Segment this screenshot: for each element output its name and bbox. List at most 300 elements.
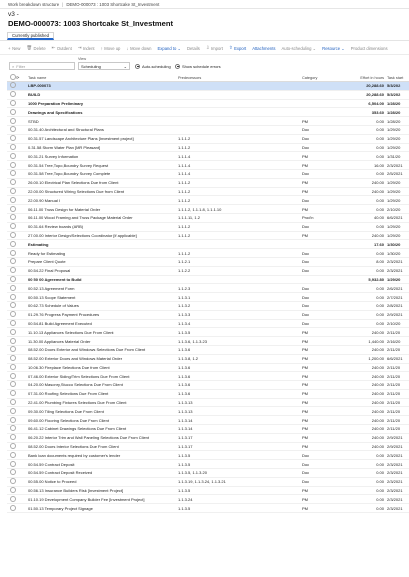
row-checkbox[interactable] [7,118,16,125]
cell-task-name: 06.20.22 Interior Trim and Wall Paneling Selections Due From Client [28,435,150,441]
cell-predecessors: 1.1.1.2 [178,180,191,186]
action-label: New [12,45,21,51]
action-7-button[interactable] [187,46,200,51]
cell-predecessors: 1.1.3.6 [178,373,191,379]
cell-predecessors: 1.1.1.4 [178,171,191,177]
cell-predecessors: 1.1.3.19, 1.1.3.24, 1.1.3.21 [178,479,226,485]
cell-task-start: 2/11/20 [387,426,401,432]
table-row[interactable] [7,117,409,126]
cell-task-name: 11.10.13 Appliances Selections Due From Client [28,329,114,335]
cell-effort: 240.00 [371,329,384,335]
table-row[interactable] [7,495,409,504]
cell-category: PM [302,435,308,441]
cell-effort: 0.00 [376,171,384,177]
row-checkbox[interactable] [7,443,16,450]
trash-icon: 🗑 [26,45,33,50]
refresh-icon[interactable]: ⟳ [16,76,20,80]
cell-predecessors: 1.1.1.2 [178,224,191,230]
table-row[interactable] [7,284,409,293]
row-checkbox[interactable] [7,346,16,353]
row-checkbox[interactable] [7,302,16,309]
table-row[interactable] [7,293,409,302]
cell-category: PM [302,488,308,494]
cell-task-start: 1/29/20 [387,127,401,133]
cell-predecessors: 1.1.3.13 [178,408,193,414]
cell-category: PM [302,444,308,450]
cell-predecessors: 1.1.3.6 [178,364,191,370]
cell-task-start: 2/11/20 [387,382,401,388]
row-checkbox[interactable] [7,338,16,345]
cell-predecessors: 1.1.3.5, 1.1.3.20 [178,470,207,476]
action-10-button[interactable] [252,46,275,51]
table-row[interactable] [7,135,409,144]
cell-predecessors: 1.1.3.14 [178,426,193,432]
table-row[interactable] [7,196,409,205]
table-row[interactable] [7,249,409,258]
cell-category: PM [302,417,308,423]
cell-predecessors: 1.1.2.3 [178,285,191,291]
cell-predecessors: 1.1.3.6 [178,347,191,353]
cell-category: Doc [302,294,310,300]
table-row[interactable] [7,240,409,249]
table-row[interactable] [7,399,409,408]
action-divider [0,54,409,55]
breadcrumb-section[interactable]: Work breakdown structure [8,1,60,7]
cell-task-name: 00.62.73 Schedule of Values [28,303,79,309]
cell-predecessors: 1.1.1.2 [178,197,191,203]
cell-category: Doc [302,224,310,230]
row-checkbox[interactable] [7,232,16,239]
cell-predecessors: 1.1.1.2 [178,144,191,150]
cell-effort: 0.00 [376,153,384,159]
cell-predecessors: 1.1.3.6, 1.1.3.23 [178,338,207,344]
cell-task-name: 00.50.13 Scope Statement [28,294,76,300]
cell-effort: 0.00 [376,197,384,203]
row-checkbox[interactable] [7,162,16,169]
breadcrumb [0,0,409,9]
cell-effort: 0.00 [376,496,384,502]
row-checkbox[interactable] [7,355,16,362]
cell-task-start: 2/9/2021 [387,435,403,441]
cell-task-start: 2/5/2021 [387,171,403,177]
cell-task-start: 2/11/20 [387,400,401,406]
cell-predecessors: 1.1.1.4 [178,153,191,159]
cell-task-name: BUILD [28,92,41,98]
row-checkbox[interactable] [7,417,16,424]
cell-task-name: 22.00.00 Structured Wiring Selections Due from Client [28,188,125,194]
cell-task-name: 22.41.00 Plumbing Fixtures Selections Due From Client [28,400,127,406]
action-label: Outdent [56,45,72,51]
cell-task-name: 27.00.00 Interior Design/Selections Coordinator [if applicable] [28,232,137,238]
row-checkbox[interactable] [7,390,16,397]
row-checkbox[interactable] [7,329,16,336]
outdent-icon: ⇤ [51,45,56,50]
cell-task-start: 1/28/20 [387,118,401,124]
cell-task-name: 00 50 00 Agreement to Build [28,276,82,282]
cell-task-name: Ready for Estimating [28,250,66,256]
filter-placeholder: Filter [16,63,26,69]
row-checkbox[interactable] [7,100,16,107]
table-row[interactable] [7,364,409,373]
cell-task-name: 07.46.00 Exterior Siding/Trim Selections Due From Client [28,373,130,379]
cell-effort: 0.00 [376,505,384,511]
cell-task-start: 2/3/2021 [387,452,403,458]
row-checkbox[interactable] [7,364,16,371]
action-0-button[interactable] [8,46,20,51]
cell-predecessors: 1.1.1.2, 1.1.1.8, 1.1.1.10 [178,206,222,212]
cell-category: Doc [302,127,310,133]
row-checkbox[interactable] [7,276,16,283]
row-checkbox[interactable] [7,452,16,459]
cell-effort: 16.00 [373,162,384,168]
table-row[interactable] [7,390,409,399]
cell-task-name: LBP-000073 [28,83,51,89]
cell-predecessors: 1.1.3.5 [178,505,191,511]
cell-predecessors: 1.1.3.17 [178,435,193,441]
task-grid [7,74,409,513]
action-3-button[interactable] [78,45,95,51]
cell-predecessors: 1.1.3.24 [178,496,193,502]
action-12-button[interactable] [322,46,345,51]
row-checkbox[interactable] [7,153,16,160]
cell-predecessors: 1.1.3.17 [178,444,193,450]
table-row[interactable] [7,372,409,381]
cell-task-start: 1/29/20 [387,276,401,282]
cell-category: PM [302,382,308,388]
cell-effort: 40.00 [373,215,384,221]
row-checkbox[interactable] [7,434,16,441]
cell-task-start: 1/29/20 [387,232,401,238]
action-label: Attachments [252,45,276,51]
cell-task-start: 2/3/2021 [387,479,403,485]
cell-task-start: 1/29/20 [387,188,401,194]
table-row[interactable] [7,205,409,214]
cell-category: PM [302,496,308,502]
page-title: DEMO-000073: 1003 Shortcake St_Investment [8,19,174,28]
row-checkbox[interactable] [7,487,16,494]
row-checkbox[interactable] [7,250,16,257]
cell-task-start: 2/3/2021 [387,470,403,476]
row-checkbox[interactable] [7,469,16,476]
row-checkbox[interactable] [7,188,16,195]
cell-effort: 0.00 [376,303,384,309]
row-checkbox[interactable] [7,197,16,204]
cell-task-start: 2/10/20 [387,206,401,212]
cell-task-start: 1/28/20 [387,109,401,115]
row-checkbox[interactable] [7,206,16,213]
table-row[interactable] [7,407,409,416]
row-checkbox[interactable] [7,478,16,485]
cell-task-start: 2/11/20 [387,391,401,397]
action-2-button[interactable] [52,45,72,51]
column-header-task-start[interactable]: Task start [387,75,404,80]
tab-currently-published[interactable]: Currently published [7,32,54,40]
cell-predecessors: 1.1.3.8, 1.2 [178,356,199,362]
cell-task-name: 06.11.00 Truss Design for Material Order [28,206,101,212]
action-label: Delete [33,45,46,51]
cell-effort: 0.00 [376,127,384,133]
filter-input[interactable] [9,62,75,70]
cell-task-start: 2/9/2021 [387,312,403,318]
cell-task-start: 2/3/2021 [387,488,403,494]
import-icon: ⇩ [205,45,210,50]
cell-task-name: 1000 Preparation Preliminary [28,100,84,106]
table-row[interactable] [7,223,409,232]
cell-predecessors: 1.1.1.11, 1.2 [178,215,200,221]
row-checkbox[interactable] [7,496,16,503]
cell-category: Doc [302,452,310,458]
cell-category: Doc [302,197,310,203]
cell-predecessors: 1.1.3.4 [178,320,191,326]
row-checkbox[interactable] [7,258,16,265]
row-checkbox[interactable] [7,320,16,327]
table-row[interactable] [7,416,409,425]
table-row[interactable] [7,161,409,170]
cell-category: PM [302,153,308,159]
row-checkbox[interactable] [7,214,16,221]
cell-task-start: 1/31/20 [387,153,401,159]
cell-category: PM [302,373,308,379]
arrow-down-icon: ↓ [126,45,129,51]
grid-header [7,74,409,82]
export-icon: ⇧ [228,45,233,50]
table-row[interactable] [7,82,409,91]
cell-effort: 0.00 [376,136,384,142]
version-label: v3 - [8,11,19,18]
action-label: Product dimensions [350,45,388,51]
action-bar [8,44,408,52]
row-checkbox[interactable] [7,425,16,432]
cell-task-start: 2/3/2021 [387,505,403,511]
action-9-button[interactable] [229,45,246,51]
cell-effort: 0.00 [376,461,384,467]
select-all-checkbox[interactable] [7,74,16,81]
cell-task-start: 1/28/20 [387,100,401,106]
row-checkbox[interactable] [7,408,16,415]
cell-task-start: 2/11/20 [387,364,401,370]
row-checkbox[interactable] [7,144,16,151]
table-row[interactable] [7,328,409,337]
cell-task-start: 2/16/20 [387,338,401,344]
cell-task-start: 2/11/20 [387,408,401,414]
cell-effort: 240.00 [371,400,384,406]
row-checkbox[interactable] [7,126,16,133]
row-checkbox[interactable] [7,82,16,89]
table-row[interactable] [7,478,409,487]
cell-task-name: 10.06.30 Fireplace Selections Due from Client [28,364,110,370]
table-row[interactable] [7,152,409,161]
table-row[interactable] [7,91,409,100]
table-row[interactable] [7,504,409,513]
cell-task-start: 2/11/20 [387,329,401,335]
cell-task-start: 5/3/202 [387,92,401,98]
row-checkbox[interactable] [7,135,16,142]
cell-task-name: 00.31.58 Tree,Topo,Boundry Survey Complete [28,171,111,177]
cell-effort: 0.00 [376,294,384,300]
cell-category: PM [302,347,308,353]
view-select[interactable] [78,62,130,70]
cell-category: Doc [302,285,310,291]
cell-effort: 240.00 [371,373,384,379]
row-checkbox[interactable] [7,373,16,380]
cell-task-name: 06.41.12 Cabinet Drawings Selections Due From Client [28,426,127,432]
table-row[interactable] [7,170,409,179]
cell-task-name: Drawings and Specifications [28,109,83,115]
action-4-button[interactable] [101,46,121,51]
table-row[interactable] [7,460,409,469]
cell-effort: 240.00 [371,444,384,450]
table-row[interactable] [7,188,409,197]
action-label: Indent [82,45,95,51]
table-row[interactable] [7,126,409,135]
table-row[interactable] [7,346,409,355]
cell-task-start: 2/11/20 [387,373,401,379]
cell-effort: 5,932.80 [368,276,384,282]
cell-task-name: 08.52.00 Doors Exterior and Windows Selections Due From Client [28,347,146,353]
table-row[interactable] [7,100,409,109]
table-row[interactable] [7,267,409,276]
cell-task-name: STBD [28,118,39,124]
cell-effort: 0.00 [376,224,384,230]
table-row[interactable] [7,337,409,346]
cell-predecessors: 1.1.3.5 [178,329,191,335]
action-1-button[interactable] [26,45,45,51]
cell-task-name: 26.00.10 Electrical Plan Selections Due from Client [28,180,119,186]
cell-task-start: 2/10/20 [387,320,401,326]
action-label: Import [211,45,223,51]
table-row[interactable] [7,381,409,390]
action-6-button[interactable] [157,46,181,51]
show-schedule-errors-label: Show schedule errors [182,63,221,69]
cell-effort: 8.00 [376,259,384,265]
table-row[interactable] [7,425,409,434]
cell-category: Doc [302,479,310,485]
cell-category: Doc [302,303,310,309]
cell-task-name: 22.00.90 Manual I [28,197,61,203]
cell-effort: 0.00 [376,312,384,318]
table-row[interactable] [7,179,409,188]
table-row[interactable] [7,443,409,452]
action-11-button[interactable] [281,46,316,51]
action-8-button[interactable] [206,45,223,51]
cell-task-name: 01.29.76 Progress Payment Procedures [28,312,100,318]
row-checkbox[interactable] [7,170,16,177]
auto-scheduling-radio[interactable] [135,63,171,69]
row-checkbox[interactable] [7,311,16,318]
table-row[interactable] [7,258,409,267]
cell-predecessors: 1.1.1.2 [178,250,191,256]
table-row[interactable] [7,232,409,241]
cell-task-start: 2/3/2021 [387,268,403,274]
cell-task-name: 01.50.13 Temporary Project Signage [28,505,93,511]
row-checkbox[interactable] [7,399,16,406]
cell-category: PM [302,188,308,194]
cell-predecessors: 1.1.3.6 [178,391,191,397]
row-checkbox[interactable] [7,109,16,116]
cell-task-name: 09.60.00 Flooring Selections Due From Client [28,417,109,423]
cell-task-start: 1/29/20 [387,224,401,230]
cell-predecessors: 1.1.3.2 [178,303,191,309]
cell-effort: 240.00 [371,364,384,370]
column-header-predecessors[interactable]: Predecessors [178,75,202,80]
cell-category: PM [302,505,308,511]
table-row[interactable] [7,214,409,223]
action-13-button[interactable] [351,46,388,51]
action-5-button[interactable] [126,46,151,51]
table-row[interactable] [7,320,409,329]
row-checkbox[interactable] [7,285,16,292]
row-checkbox[interactable] [7,505,16,512]
cell-effort: 1,440.00 [368,338,384,344]
table-row[interactable] [7,469,409,478]
column-header-task-name[interactable]: Task name [28,75,47,80]
cell-task-name: 00.52.13 Agreement Form [28,285,75,291]
row-checkbox[interactable] [7,91,16,98]
table-row[interactable] [7,276,409,285]
plus-icon: + [8,45,11,51]
cell-category: PM [302,426,308,432]
cell-task-name: Estimating [28,241,49,247]
cell-task-name: 00.31.40 Architectural and Structural Plans [28,127,104,133]
cell-task-name: 09.30.00 Tiling Selections Due From Client [28,408,104,414]
row-checkbox[interactable] [7,223,16,230]
cell-task-start: 6/6/2021 [387,215,403,221]
breadcrumb-document: DEMO-000073 : 1003 Shortcake St_Investment [66,1,160,7]
cell-task-name: 00.54.22 Final Proposal [28,268,71,274]
table-row[interactable] [7,302,409,311]
cell-category: PM [302,206,308,212]
cell-predecessors: 1.1.3.13 [178,400,193,406]
cell-effort: 240.00 [371,382,384,388]
cell-category: PM [302,118,308,124]
cell-predecessors: 1.1.3.1 [178,294,191,300]
row-checkbox[interactable] [7,294,16,301]
row-checkbox[interactable] [7,179,16,186]
row-checkbox[interactable] [7,267,16,274]
cell-effort: 20,288.60 [366,92,384,98]
cell-effort: 0.00 [376,268,384,274]
table-row[interactable] [7,355,409,364]
cell-task-name: 07.31.00 Roofing Selections Due From Client [28,391,109,397]
show-schedule-errors-radio[interactable] [175,63,221,69]
cell-effort: 0.00 [376,144,384,150]
cell-category: PM [302,338,308,344]
cell-category: Doc [302,171,310,177]
table-row[interactable] [7,311,409,320]
cell-predecessors: 1.1.3.14 [178,417,193,423]
cell-category: PM [302,364,308,370]
cell-predecessors: 1.1.3.5 [178,461,191,467]
cell-task-start: 2/11/20 [387,347,401,353]
indent-icon: ⇥ [77,45,82,50]
table-row[interactable] [7,144,409,153]
cell-task-name: 11.30.00 Appliances Material Order [28,338,91,344]
table-row[interactable] [7,451,409,460]
cell-category: Doc [302,320,310,326]
cell-effort: 0.00 [376,118,384,124]
table-row[interactable] [7,434,409,443]
action-label: Resource ⌄ [322,45,345,51]
row-checkbox[interactable] [7,241,16,248]
table-row[interactable] [7,487,409,496]
table-row[interactable] [7,108,409,117]
column-header-effort[interactable]: Effort in hours [360,75,384,80]
column-header-category[interactable]: Category [302,75,318,80]
row-checkbox[interactable] [7,381,16,388]
row-checkbox[interactable] [7,461,16,468]
cell-task-start: 1/30/20 [387,241,401,247]
cell-effort: 0.00 [376,285,384,291]
